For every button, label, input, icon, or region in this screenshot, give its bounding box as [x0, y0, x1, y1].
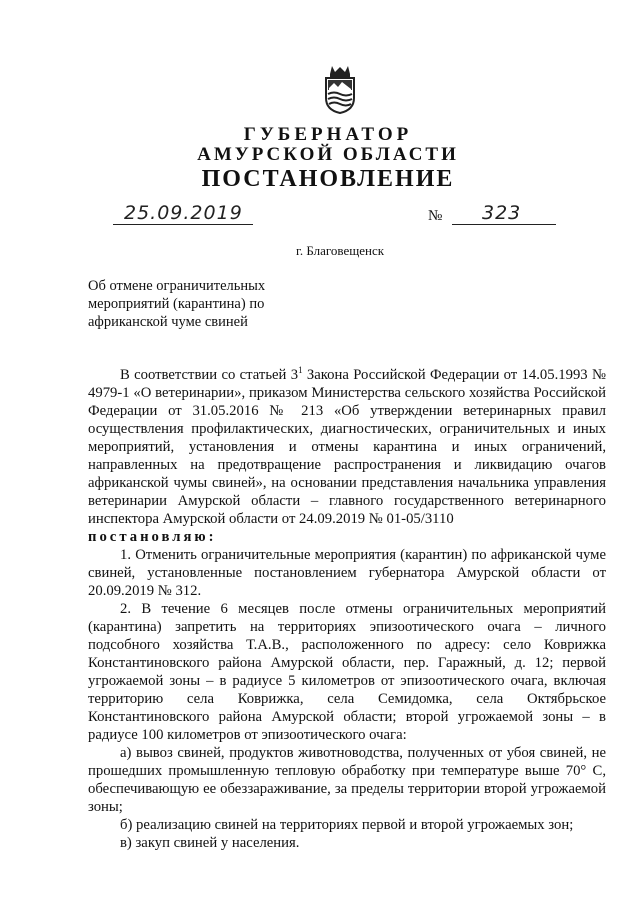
document-type: ПОСТАНОВЛЕНИЕ — [201, 166, 455, 192]
subparagraph-c: в) закуп свиней у населения. — [120, 834, 300, 851]
subparagraph-a: а) вывоз свиней, продуктов животноводства, полученных от убоя свиней, не прошедших промышленную тепловую обработку при температуре выше 70° С, обеспечивающую ее обеззараживание, за пределы территории второй угрожаемой зоны; — [88, 744, 606, 815]
city-label: г. Благовещенск — [295, 243, 385, 258]
paragraph-2: 2. В течение 6 месяцев после отмены ограничительных мероприятий (карантина) запретить на территориях эпизоотического очага – личного подсобного хозяйства Т.А.В., расположенного по адресу: село Коврижка Константиновского района Амурской области, пер. Гаражный, д. 12; первой угрожаемой зоны – в радиусе 5 километров от эпизоотического очага, включая территорию села Коврижка, села Семидомка, села Октябрьское Константиновского района Амурской области; второй угрожаемой зоны – в радиусе 100 километров от эпизоотического очага: — [88, 600, 606, 743]
coat-of-arms-icon — [322, 64, 358, 114]
number-sign: № — [428, 208, 443, 224]
document-body — [88, 361, 606, 852]
document-subject: Об отмене ограничительных мероприятий (карантина) по африканской чуме свиней — [88, 278, 266, 330]
document-date: 25.09.2019 — [124, 202, 243, 224]
decree-word: постановляю: — [88, 528, 217, 545]
date-underline — [113, 224, 253, 225]
subparagraph-b: б) реализацию свиней на территориях первой и второй угрожаемых зон; — [120, 816, 574, 833]
issuer-region: АМУРСКОЙ ОБЛАСТИ — [197, 144, 459, 165]
preamble-paragraph: В соответствии со статьей $3^1$ Закона Российской Федерации от 14.05.1993 № 4979-1 «О ветеринарии», приказом Министерства сельского хозяйства Российской Федерации от 31.05.2016 № 213 «Об утверждении ветеринарных правил осуществления профилактических, диагностических, ограничительных и иных мероприятий, установления и отмены карантина и иных ограничений, направленных на предотвращение распространения и ликвидацию очагов африканской чумы свиней», на основании представления начальника управления ветеринарии Амурской области – главного государственного ветеринарного инспектора Амурской области от 24.09.2019 № 01-05/3110 — [88, 365, 606, 527]
document-number: 323 — [482, 202, 522, 224]
paragraph-1: 1. Отменить ограничительные мероприятия (карантин) по африканской чуме свиней, установленные постановлением губернатора Амурской области от 20.09.2019 № 312. — [88, 546, 606, 599]
number-underline — [452, 224, 556, 225]
issuer-title: ГУБЕРНАТОР — [243, 124, 413, 145]
